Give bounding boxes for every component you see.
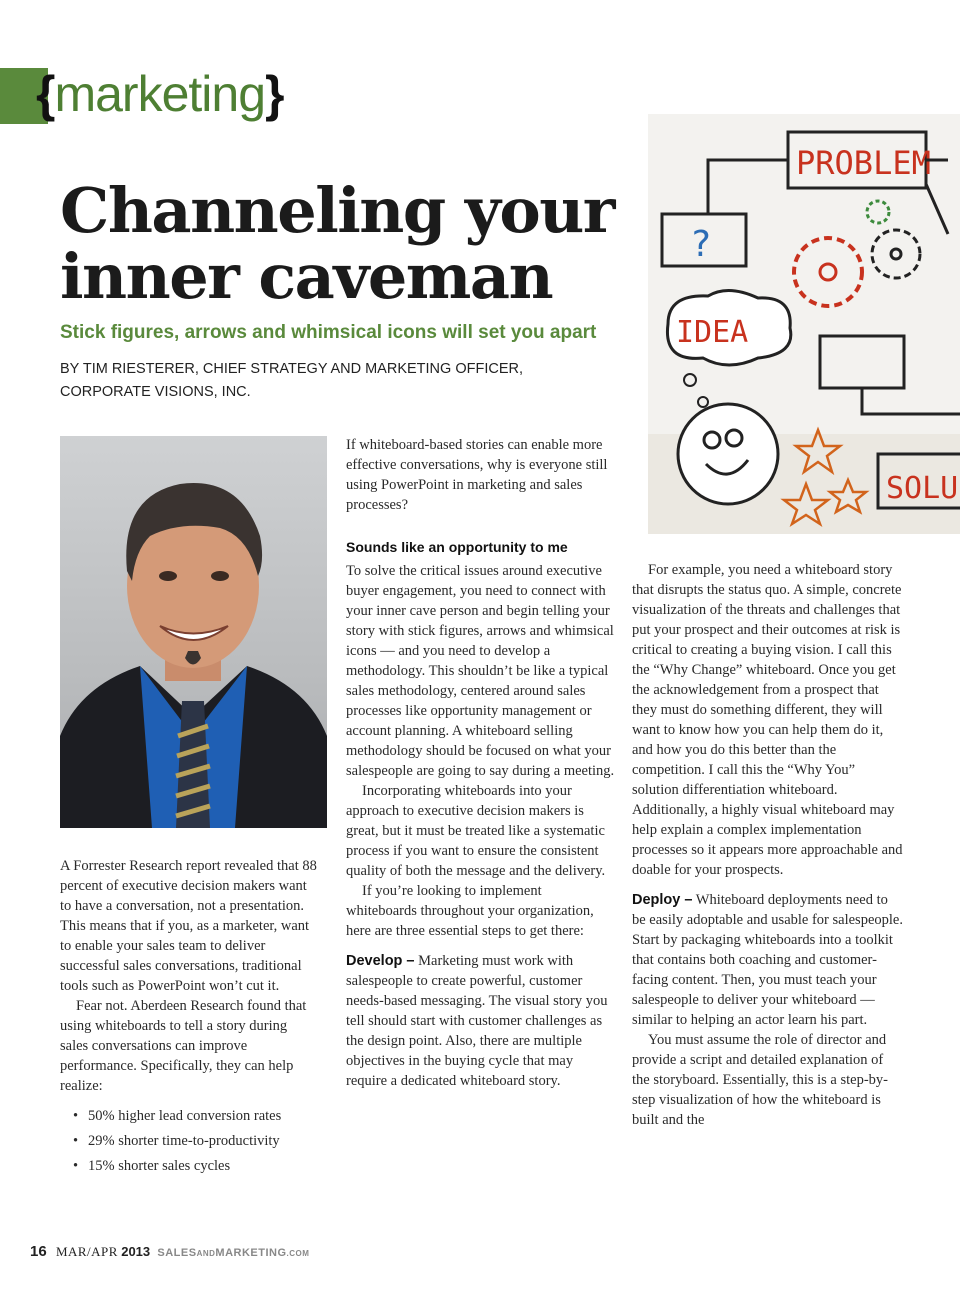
list-item: • 29% shorter time-to-productivity bbox=[88, 1131, 318, 1151]
tag-close-brace: } bbox=[265, 66, 284, 122]
byline-line-1: BY TIM RIESTERER, CHIEF STRATEGY AND MARKETING OFFICER, bbox=[60, 361, 523, 377]
magazine-name bbox=[157, 1247, 309, 1259]
article-subhead: Stick figures, arrows and whimsical icons will set you apart bbox=[60, 322, 597, 343]
paragraph: You must assume the role of director and provide a script and detailed explanation of the storyboard. Essentially, this is a step-by-step visualization of how the whiteboard is built and the bbox=[632, 1032, 888, 1128]
tag-open-brace: { bbox=[36, 66, 55, 122]
list-item: • 15% shorter sales cycles bbox=[88, 1156, 318, 1176]
list-item: • 50% higher lead conversion rates bbox=[88, 1106, 318, 1126]
section-tag bbox=[36, 62, 283, 126]
paragraph: To solve the critical issues around executive buyer engagement, you need to connect with your inner cave person and begin telling your story with stick figures, arrows and whimsical icons — and you need to develop a methodology. This shouldn’t be like a typical sales methodology, centered around sales processes like opportunity management or account planning. A whiteboard selling methodology should be focused on what your salespeople are going to say during a meeting. bbox=[346, 563, 615, 779]
headline-line-1: Channeling your bbox=[60, 174, 614, 247]
column-3 bbox=[632, 560, 904, 1130]
deploy-text: Whiteboard deployments need to be easily adoptable and usable for salespeople. Start by packaging whiteboards into a toolkit that contains both coaching and customer-facing content. Then, you must teach your salespeople to deliver your whiteboard — similar to helping an actor learn his part. bbox=[632, 892, 903, 1028]
problem-label: PROBLEM bbox=[796, 144, 931, 182]
idea-label: IDEA bbox=[676, 315, 749, 350]
article-headline bbox=[60, 174, 640, 313]
section-tag-label: marketing bbox=[54, 66, 265, 122]
byline-line-2: CORPORATE VISIONS, INC. bbox=[60, 384, 251, 400]
paragraph-develop bbox=[346, 951, 616, 1091]
article-byline bbox=[60, 358, 620, 404]
develop-text: Marketing must work with salespeople to create powerful, customer needs-based messaging. The visual story you tell should start with customer challenges as the design point. Also, there are multiple objectives in the buying cycle that may require a dedicated whiteboard story. bbox=[346, 953, 608, 1089]
paragraph: If whiteboard-based stories can enable more effective conversations, why is everyone still using PowerPoint in marketing and sales processes? bbox=[346, 437, 608, 513]
issue-label: MAR/APR bbox=[55, 1244, 118, 1259]
paragraph-deploy bbox=[632, 890, 904, 1030]
whiteboard-illustration bbox=[648, 114, 960, 534]
column-1 bbox=[60, 856, 318, 1181]
paragraph: A Forrester Research report revealed that 88 percent of executive decision makers want to have a conversation, not a presentation. This means that if you, as a marketer, want to enable your sales team to deliver successful sales conversations, traditional tools such as PowerPoint won’t cut it. bbox=[60, 858, 317, 994]
column-2 bbox=[346, 435, 616, 1091]
solution-label: SOLU bbox=[886, 471, 959, 506]
question-mark: ? bbox=[690, 224, 712, 265]
paragraph: Fear not. Aberdeen Research found that using whiteboards to tell a story during sales conversations can improve performance. Specifically, they can help realize: bbox=[60, 998, 307, 1094]
mag-part: AND bbox=[196, 1249, 216, 1258]
paragraph: If you’re looking to implement whiteboards throughout your organization, here are three essential steps to get there: bbox=[346, 883, 594, 939]
paragraph: Incorporating whiteboards into your approach to executive decision makers is great, but it must be treated like a systematic process if you want to ensure the consistent quality of both the message and the delivery. bbox=[346, 783, 606, 879]
headline-line-2: inner caveman bbox=[60, 240, 553, 313]
section-heading: Sounds like an opportunity to me bbox=[346, 539, 568, 555]
page-number: 16 bbox=[30, 1243, 47, 1260]
mag-part: .COM bbox=[286, 1249, 310, 1258]
author-photo bbox=[60, 436, 327, 828]
paragraph: For example, you need a whiteboard story that disrupts the status quo. A simple, concrete visualization of the threats and challenges that put your prospect and their outcomes at risk is critical to creating a buying vision. I call this the “Why Change” whiteboard. Once you get the acknowledgement from a prospect that they must do something different, they will want to know how you can help them do it, and how you do this better than the competition. I call this the “Why You” solution differentiation whiteboard. Additionally, a highly visual whiteboard may help explain a complex implementation processes so it appears more approachable and doable for your prospects. bbox=[632, 562, 903, 878]
whiteboard-drawing bbox=[648, 114, 960, 534]
page-footer bbox=[30, 1243, 309, 1260]
benefits-list bbox=[60, 1106, 318, 1176]
mag-part: SALES bbox=[157, 1247, 197, 1259]
issue-year: 2013 bbox=[121, 1244, 151, 1259]
develop-lead: Develop – bbox=[346, 953, 415, 969]
deploy-lead: Deploy – bbox=[632, 892, 693, 908]
author-portrait-image bbox=[60, 436, 327, 828]
mag-part: MARKETING bbox=[215, 1247, 287, 1259]
